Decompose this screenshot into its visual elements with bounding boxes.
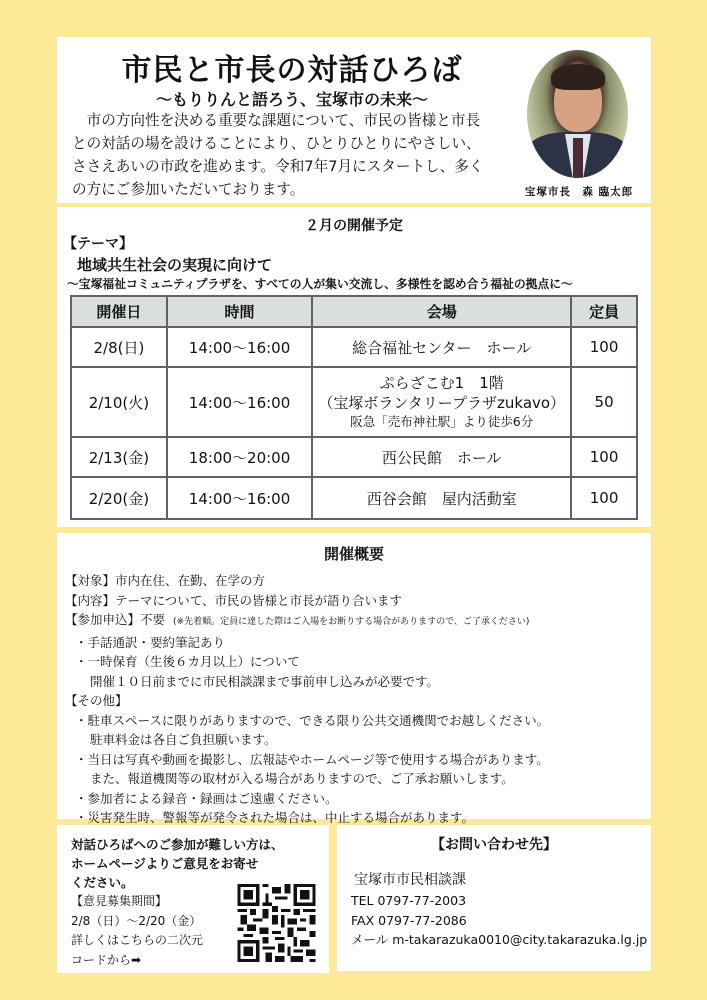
cell-capacity: 100 <box>571 477 637 519</box>
target-line: 【対象】市内在住、在勤、在学の方 <box>65 573 266 588</box>
opinion-lead-line: ホームページよりご意見をお寄せ <box>71 856 259 871</box>
theme-subtitle: ～宝塚福祉コミュニティプラザを、すべての人が集い交流し、多様性を認め合う福祉の拠点に～ <box>67 277 573 291</box>
contact-tel: TEL 0797-77-2003 <box>351 893 467 908</box>
venue-access-note: 阪急「売布神社駅」より徒歩6分 <box>350 414 534 429</box>
application-note: (※先着順。定員に達した際はご入場をお断りする場合がありますので、ご了承ください) <box>173 617 530 627</box>
column-header-time: 時間 <box>167 296 312 327</box>
hero-panel <box>57 37 651 203</box>
venue-line: （宝塚ボランタリープラザzukavo） <box>318 394 566 412</box>
period-label: 【意見募集期間】 <box>71 894 168 908</box>
other-item: ・当日は写真や動画を撮影し、広報誌やホームページ等で使用する場合があります。 <box>75 751 549 767</box>
table-header-row <box>71 296 637 327</box>
overview-title: 開催概要 <box>323 545 384 563</box>
application-label: 【参加申込】不要 <box>65 612 166 627</box>
content-line: 【内容】テーマについて、市民の皆様と市長が語り合います <box>65 592 403 608</box>
table-row <box>71 367 637 437</box>
opinion-lead-line: ください。 <box>71 875 134 890</box>
mayor-portrait-icon <box>527 50 628 178</box>
cell-time: 14:00～16:00 <box>167 367 312 437</box>
table-row <box>71 327 637 367</box>
cell-venue: 西谷会館 屋内活動室 <box>312 477 571 519</box>
schedule-title: ２月の開催予定 <box>305 218 403 234</box>
detail-line: コードから➡ <box>71 952 142 967</box>
cell-date: 2/20(金) <box>71 477 167 519</box>
other-item: ・駐車スペースに限りがありますので、できる限り公共交通機関でお越しください。 <box>75 712 550 728</box>
cell-venue: 総合福祉センター ホール <box>312 327 571 367</box>
venue-line: ぷらざこむ1 1階 <box>379 374 504 392</box>
page-title: 市民と市長の対話ひろば <box>121 53 463 88</box>
mayor-caption: 宝塚市長 森 臨太郎 <box>524 186 634 198</box>
column-header-capacity: 定員 <box>571 296 637 327</box>
other-item: ・災害発生時、警報等が発令された場合は、中止する場合があります。 <box>75 810 475 825</box>
childcare-detail: 開催１０日前までに市民相談課まで事前申し込みが必要です。 <box>90 673 440 689</box>
cell-time: 18:00～20:00 <box>167 437 312 477</box>
other-item-cont: また、報道機関等の取材が入る場合がありますので、ご了承お願いします。 <box>90 771 514 786</box>
contact-email[interactable]: メール m-takarazuka0010@city.takarazuka.lg.jp <box>351 932 648 947</box>
detail-line: 詳しくはこちらの二次元 <box>71 933 204 947</box>
opinion-panel <box>57 825 329 973</box>
opinion-details <box>71 892 203 970</box>
intro-text <box>72 109 522 201</box>
intro-line: 市の方向性を決める重要な課題について、市民の皆様と市長 <box>72 112 481 129</box>
cell-time: 14:00～16:00 <box>167 327 312 367</box>
contact-org: 宝塚市市民相談課 <box>354 872 466 888</box>
cell-capacity: 50 <box>571 367 637 437</box>
other-label: 【その他】 <box>65 693 128 708</box>
cell-date: 2/13(金) <box>71 437 167 477</box>
contact-details <box>351 891 647 950</box>
table-row <box>71 437 637 477</box>
contact-fax: FAX 0797-77-2086 <box>351 912 467 928</box>
cell-time: 14:00～16:00 <box>167 477 312 519</box>
period-dates: 2/8（日）～2/20（金） <box>71 913 202 928</box>
schedule-panel <box>57 207 651 527</box>
opinion-lead-line: 対話ひろばへのご参加が難しい方は、 <box>71 837 284 852</box>
overview-body <box>65 571 650 828</box>
page-subtitle: ～もりりんと語ろう、宝塚市の未来～ <box>155 90 428 109</box>
table-row <box>71 477 637 519</box>
overview-panel <box>57 533 651 825</box>
cell-date: 2/8(日) <box>71 327 167 367</box>
intro-line: との対話の場を設けることにより、ひとりひとりにやさしい、 <box>72 135 481 152</box>
contact-panel <box>337 825 651 971</box>
cell-capacity: 100 <box>571 327 637 367</box>
qr-code-icon[interactable] <box>237 884 316 962</box>
intro-line: の方にご参加いただいております。 <box>72 181 305 198</box>
theme-label: 【テーマ】 <box>63 236 133 252</box>
contact-title: 【お問い合わせ先】 <box>431 837 557 853</box>
column-header-date: 開催日 <box>71 296 167 327</box>
column-header-venue: 会場 <box>312 296 571 327</box>
cell-date: 2/10(火) <box>71 367 167 437</box>
theme-title: 地域共生社会の実現に向けて <box>77 256 273 274</box>
sign-language-line: ・手話通訳・要約筆記あり <box>75 634 226 650</box>
intro-line: ささえあいの市政を進めます。令和7年7月にスタートし、多く <box>72 158 484 175</box>
other-item-cont: 駐車料金は各自ご負担願います。 <box>90 732 277 747</box>
cell-venue <box>312 367 571 437</box>
childcare-line: ・一時保育（生後６カ月以上）について <box>75 654 300 669</box>
cell-venue: 西公民館 ホール <box>312 437 571 477</box>
application-line <box>65 610 650 633</box>
other-item: ・参加者による録音・録画はご遠慮ください。 <box>75 790 338 806</box>
cell-capacity: 100 <box>571 437 637 477</box>
schedule-table <box>70 295 638 520</box>
